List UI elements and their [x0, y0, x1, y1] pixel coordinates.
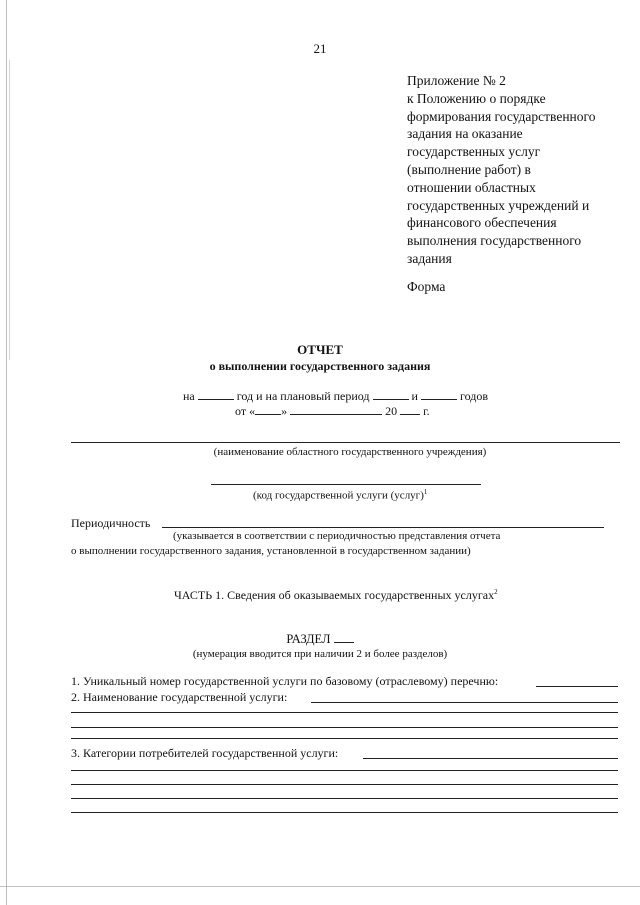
section-label: РАЗДЕЛ — [286, 632, 331, 646]
annex-line: Приложение № 2 — [407, 73, 506, 88]
footnote-1: 1 — [423, 488, 428, 496]
period-years: годов — [459, 389, 489, 403]
item-3-field[interactable] — [363, 758, 618, 759]
annex-line: выполнения государственного — [407, 233, 582, 249]
annex-line: к Положению о порядке — [407, 90, 546, 106]
month-field[interactable] — [290, 403, 382, 415]
period-line — [183, 388, 488, 404]
annex-line: задания — [407, 250, 452, 266]
item-3-line[interactable] — [71, 770, 618, 771]
date-g: г. — [423, 404, 430, 418]
item-2-line[interactable] — [71, 712, 618, 713]
annex-line: государственных учреждений и — [407, 197, 590, 213]
periodicity-note-1: (указывается в соответствии с периодичностью представления отчета — [173, 530, 501, 542]
item-3-line[interactable] — [71, 784, 618, 785]
item-2-line[interactable] — [71, 738, 618, 739]
annex-line: финансового обеспечения — [407, 215, 557, 231]
item-2-field[interactable] — [311, 702, 618, 703]
periodicity-field[interactable] — [162, 527, 604, 528]
date-ot: от « — [235, 404, 256, 418]
item-3-line[interactable] — [71, 812, 618, 813]
scan-bottom-edge — [0, 886, 640, 887]
period-and: и — [411, 389, 418, 403]
date-year-prefix: 20 — [385, 404, 398, 418]
period-text: год и на плановый период — [236, 389, 370, 403]
year-suffix-field[interactable] — [400, 403, 420, 415]
item-2: 2. Наименование государственной услуги: — [71, 690, 288, 704]
document-title: ОТЧЕТ — [297, 342, 343, 357]
periodicity-note-2: о выполнении государственного задания, установленной в государственном задании) — [71, 545, 471, 557]
service-code-field[interactable] — [211, 484, 481, 485]
period-na: на — [183, 389, 195, 403]
scan-edge-inner — [9, 60, 10, 360]
annex-line: государственных услуг — [407, 144, 541, 160]
annex-line: задания на оказание — [407, 126, 523, 142]
periodicity-label: Периодичность — [71, 516, 151, 530]
footnote-2: 2 — [494, 588, 498, 596]
section-heading — [0, 631, 640, 647]
service-code-caption — [253, 488, 427, 502]
part1-heading — [174, 588, 498, 603]
item-3: 3. Категории потребителей государственной услуги: — [71, 746, 339, 760]
day-field[interactable] — [255, 403, 281, 415]
plan-year-1-field[interactable] — [373, 388, 409, 400]
form-label: Форма — [407, 279, 446, 294]
year-field[interactable] — [198, 388, 234, 400]
annex-line: формирования государственного — [407, 108, 596, 124]
section-number-field[interactable] — [334, 631, 354, 643]
item-1-field[interactable] — [536, 686, 618, 687]
annex-line: (выполнение работ) в — [407, 161, 531, 177]
annex-line: отношении областных — [407, 179, 536, 195]
date-close-quote: » — [281, 404, 288, 418]
institution-name-field[interactable] — [71, 442, 620, 443]
item-2-line[interactable] — [71, 727, 618, 728]
page-number: 21 — [313, 41, 327, 56]
plan-year-2-field[interactable] — [421, 388, 457, 400]
item-3-line[interactable] — [71, 798, 618, 799]
service-code-caption-text: (код государственной услуги (услуг) — [253, 489, 424, 502]
institution-caption: (наименование областного государственного учреждения) — [213, 446, 487, 458]
annex-header — [407, 72, 637, 268]
section-note: (нумерация вводится при наличии 2 и более разделов) — [192, 648, 448, 660]
document-subtitle: о выполнении государственного задания — [209, 359, 431, 373]
item-1: 1. Уникальный номер государственной услуги по базовому (отраслевому) перечню: — [71, 674, 499, 688]
part1-heading-text: ЧАСТЬ 1. Сведения об оказываемых государственных услугах — [174, 588, 495, 602]
date-line — [235, 403, 430, 419]
